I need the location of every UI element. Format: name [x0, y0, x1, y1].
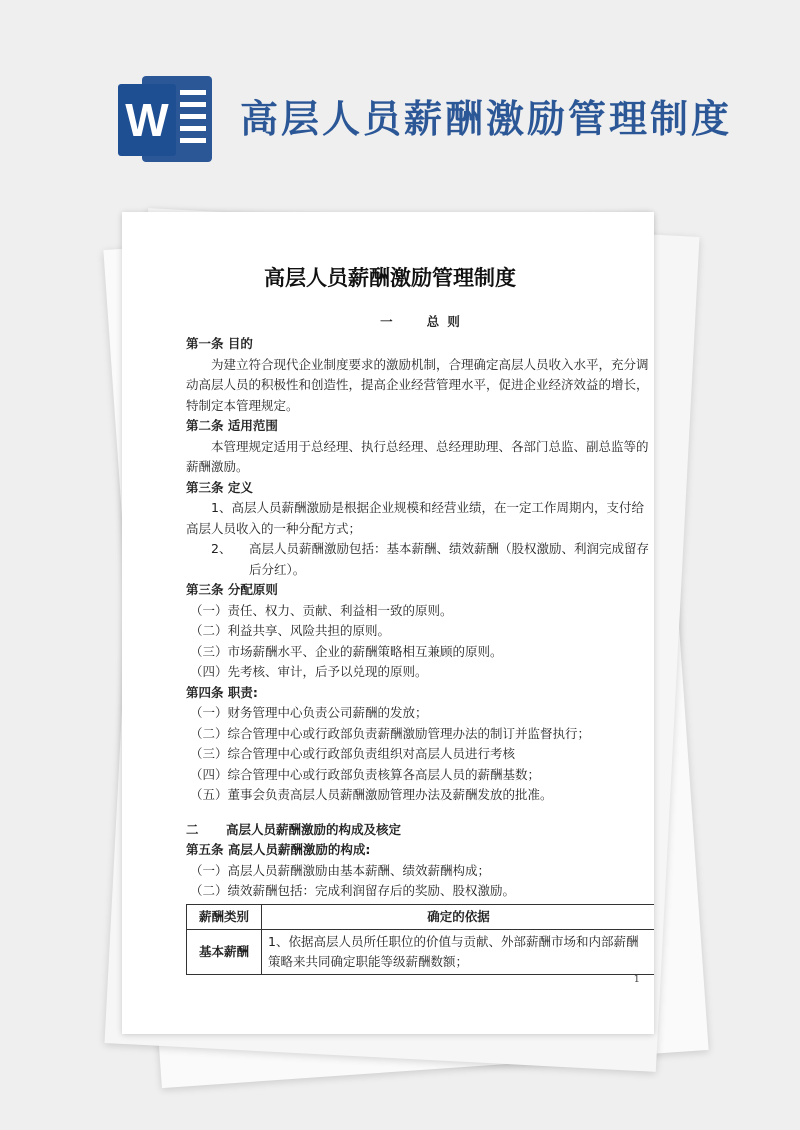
article-heading: 第三条 定义	[186, 479, 253, 495]
list-item: （三）综合管理中心或行政部负责组织对高层人员进行考核	[190, 746, 516, 761]
list-item: （四）先考核、审计，后予以兑现的原则。	[190, 664, 428, 679]
definition-item-number: 2、	[211, 541, 232, 556]
list-item: （二）利益共享、风险共担的原则。	[190, 623, 391, 638]
table-basis-cell: 1、依据高层人员所任职位的价值与贡献、外部薪酬市场和内部薪酬策略来共同确定职能等级薪酬数额；	[262, 930, 655, 975]
banner	[0, 0, 800, 190]
word-letter-badge: W	[118, 84, 176, 156]
article-text: 为建立符合现代企业制度要求的激励机制，合理确定高层人员收入水平，充分调动高层人员的积极性和创造性，提高企业经营管理水平，促进企业经济效益的增长，特制定本管理规定。	[186, 356, 649, 413]
list-item: （一）财务管理中心负责公司薪酬的发放；	[190, 705, 428, 720]
definition-item: 1、高层人员薪酬激励是根据企业规模和经营业绩，在一定工作周期内，支付给高层人员收入的一种分配方式；	[186, 500, 644, 536]
salary-basis-table	[186, 904, 654, 976]
article-heading: 第四条 职责:	[186, 684, 258, 700]
chapter-title: 总 则	[426, 313, 462, 329]
document-content	[186, 268, 654, 975]
article-heading: 第一条 目的	[186, 336, 253, 351]
definition-item	[211, 539, 654, 580]
article-text: 本管理规定适用于总经理、执行总经理、总经理助理、各部门总监、副总监等的薪酬激励。	[186, 438, 649, 474]
chapter-number: 一	[380, 313, 395, 329]
list-item: （一）高层人员薪酬激励由基本薪酬、绩效薪酬构成；	[190, 862, 491, 878]
list-item: （五）董事会负责高层人员薪酬激励管理办法及薪酬发放的批准。	[190, 787, 553, 802]
list-item: （二）综合管理中心或行政部负责薪酬激励管理办法的制订并监督执行；	[190, 725, 591, 741]
table-category-cell: 基本薪酬	[187, 930, 262, 975]
chapter-number: 二	[186, 821, 199, 837]
list-item: （一）责任、权力、贡献、利益相一致的原则。	[190, 602, 453, 618]
list-item: （四）综合管理中心或行政部负责核算各高层人员的薪酬基数；	[190, 766, 541, 782]
definition-item-text: 高层人员薪酬激励包括：基本薪酬、绩效薪酬（股权激励、利润完成留存后分红）。	[249, 541, 650, 577]
table-header-cell: 薪酬类别	[187, 904, 262, 930]
table-header-row	[187, 904, 655, 930]
chapter-heading	[186, 820, 654, 841]
page-number: 1	[633, 974, 640, 985]
article-heading: 第五条 高层人员薪酬激励的构成:	[186, 842, 371, 857]
list-item: （三）市场薪酬水平、企业的薪酬策略相互兼顾的原则。	[190, 643, 503, 659]
chapter-title: 高层人员薪酬激励的构成及核定	[226, 821, 402, 837]
banner-title: 高层人员薪酬激励管理制度	[240, 97, 733, 141]
table-header-cell: 确定的依据	[262, 904, 655, 930]
list-item: （二）绩效薪酬包括：完成利润留存后的奖励、股权激励。	[190, 883, 516, 898]
word-icon	[118, 70, 214, 170]
chapter-heading	[186, 312, 654, 333]
article-heading: 第二条 适用范围	[186, 418, 278, 433]
table-row	[187, 930, 655, 975]
document-page	[122, 212, 654, 1034]
document-title: 高层人员薪酬激励管理制度	[264, 266, 516, 290]
article-heading: 第三条 分配原则	[186, 582, 278, 597]
